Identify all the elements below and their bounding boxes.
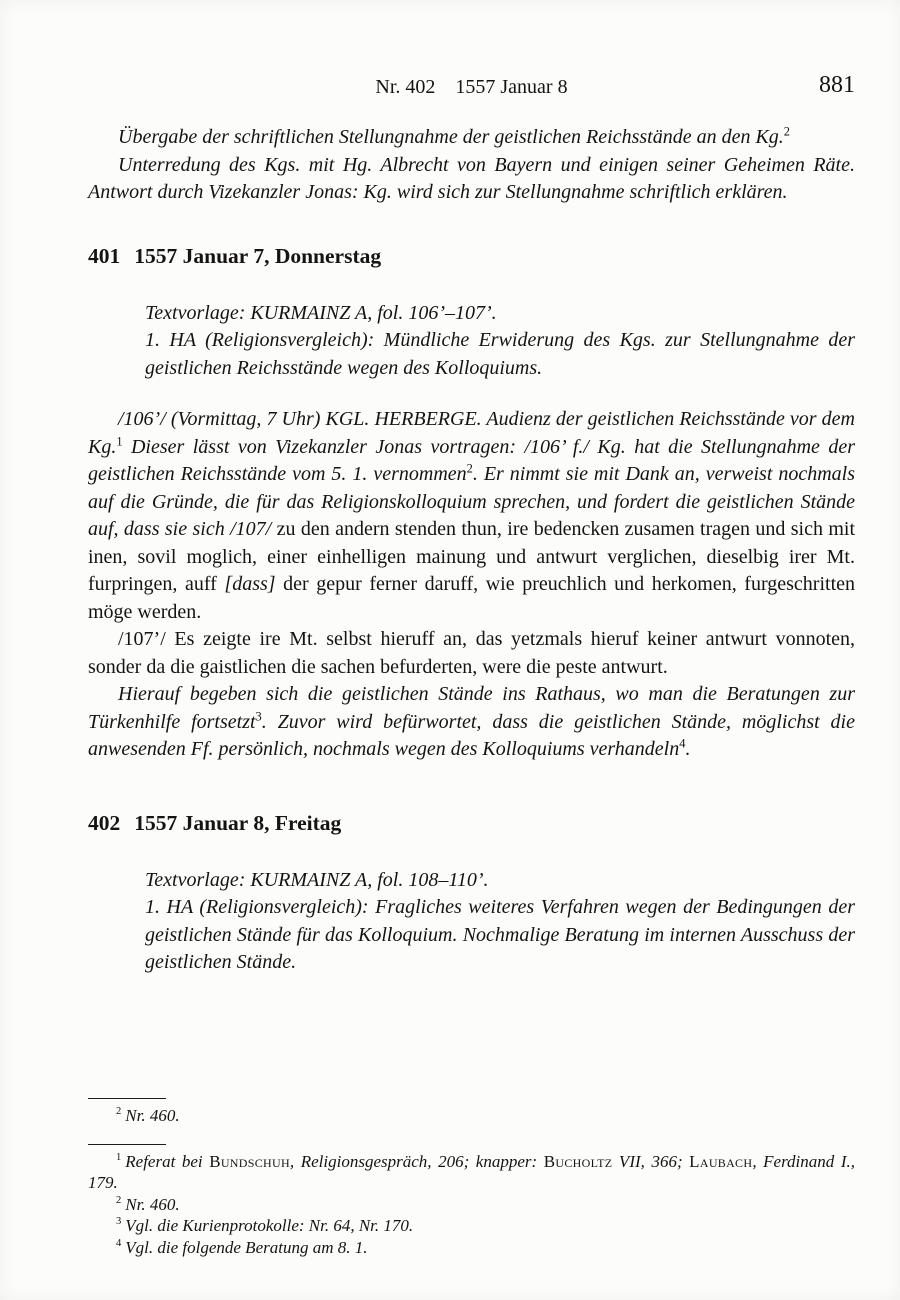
- intro-paragraph-2: Unterredung des Kgs. mit Hg. Albrecht von Bayern und einigen seiner Geheimen Räte. Antwort durch Vizekanzler Jonas: Kg. wird sich zur Stellungnahme schriftlich erklären.: [88, 153, 855, 203]
- body3-italic-c: .: [685, 738, 691, 760]
- footnote-1-author-bundschuh: Bundschuh: [209, 1151, 290, 1171]
- footnote-1-author-laubach: Laubach: [689, 1151, 753, 1171]
- footnote-4-text: Vgl. die folgende Beratung am 8. 1.: [125, 1237, 368, 1257]
- footnote-1-seg-c: VII, 366;: [612, 1151, 690, 1171]
- entry-402-number: 402: [88, 810, 121, 835]
- footnote-2: [88, 1194, 855, 1216]
- intro-paragraph-1-text: Übergabe der schriftlichen Stellungnahme der geistlichen Reichsstände an den Kg.: [118, 126, 784, 148]
- footnote-3: [88, 1215, 855, 1237]
- body3-italic-b: . Zuvor wird befürwortet, dass die geistlichen Stände, möglichst die anwesenden Ff. persönlich, nochmals wegen des Kolloquiums verhandeln: [88, 710, 855, 760]
- footnote-1: [88, 1151, 855, 1194]
- footnote-separator-main: [88, 1144, 166, 1145]
- footnote-separator-carryover: [88, 1098, 166, 1099]
- page-number: 881: [819, 72, 855, 98]
- running-header: [88, 74, 855, 104]
- footnote-carryover-text: Nr. 460.: [125, 1106, 180, 1125]
- entry-402-source-block: [145, 867, 855, 977]
- footnote-marker: 4: [116, 1237, 122, 1249]
- footnote-1-seg-a: Referat bei: [125, 1151, 210, 1171]
- footnote-carryover-2: [88, 1105, 855, 1127]
- entry-402-heading: [88, 810, 855, 837]
- footnote-ref-4: 4: [679, 736, 686, 751]
- footnote-ref-2: 2: [466, 461, 473, 476]
- body1-italic-c: . Er nimmt sie mit Dank an, verweist nochmals auf die Gründe, die für das Religionskolloquium sprechen, und fordert die geistlichen Stände auf, dass sie sich /107/: [88, 463, 855, 540]
- footnotes-area: [88, 1098, 855, 1258]
- footnote-marker: 1: [116, 1151, 122, 1163]
- entry-401-body-paragraph-1: [88, 406, 855, 626]
- footnote-3-text: Vgl. die Kurienprotokolle: Nr. 64, Nr. 170.: [125, 1216, 414, 1235]
- entry-402-date-title: 1557 Januar 8, Freitag: [134, 810, 342, 835]
- entry-401-number: 401: [88, 243, 121, 268]
- entry-401-summary: 1. HA (Religionsvergleich): Mündliche Erwiderung des Kgs. zur Stellungnahme der geistlichen Reichsstände wegen des Kolloquiums.: [145, 329, 855, 379]
- entry-401-source: Textvorlage: KURMAINZ A, fol. 106’–107’.: [145, 301, 497, 324]
- footnote-marker: 2: [116, 1106, 122, 1118]
- body3-italic-a: Hierauf begeben sich die geistlichen Stände ins Rathaus, wo man die Beratungen zur Türkenhilfe fortsetzt: [88, 683, 855, 733]
- body1-editorial-insert: [dass]: [224, 573, 276, 595]
- footnote-1-seg-d: , Ferdinand I., 179.: [88, 1151, 855, 1192]
- entry-401-body-paragraph-3: [88, 681, 855, 764]
- footnote-marker: 2: [116, 1194, 122, 1206]
- footnote-4: [88, 1237, 855, 1259]
- intro-paragraph-1: [88, 124, 855, 152]
- footnote-marker: 3: [116, 1216, 122, 1228]
- body1-roman-quote-d: zu den andern stenden thun, ire bedencken zusamen tragen und sich mit inen, sovil moglich, einer einhelligen mainung und antwurt verglichen, dieselbig irer Mt. furpringen, auff: [88, 518, 856, 595]
- body1-italic-b: Dieser lässt von Vizekanzler Jonas vortragen: /106’ f./ Kg. hat die Stellungnahme der geistlichen Reichsstände vom 5. 1. vernommen: [88, 435, 855, 485]
- entry-401-date-title: 1557 Januar 7, Donnerstag: [134, 243, 382, 268]
- body1-italic-a: /106’/ (Vormittag, 7 Uhr) KGL. HERBERGE. Audienz der geistlichen Reichsstände vor dem Kg.: [88, 408, 855, 458]
- running-title: Nr. 402 1557 Januar 8: [375, 76, 568, 98]
- entry-401-source-block: [145, 300, 855, 383]
- entry-402-source: Textvorlage: KURMAINZ A, fol. 108–110’.: [145, 868, 489, 891]
- footnote-2-text: Nr. 460.: [125, 1194, 180, 1214]
- footnote-ref-1: 1: [116, 433, 123, 448]
- entry-401-body-paragraph-2: /107’/ Es zeigte ire Mt. selbst hieruff an, das yetzmals hieruf keiner antwurt vonnoten, sonder da die gaistlichen die sachen befurderten, were die peste antwurt.: [88, 628, 855, 678]
- entry-402-summary: 1. HA (Religionsvergleich): Fragliches weiteres Verfahren wegen der Bedingungen der geistlichen Stände für das Kolloquium. Nochmalige Beratung im internen Ausschuss der geistlichen Stände.: [145, 896, 855, 973]
- body1-roman-quote-f: der gepur ferner daruff, wie preuchlich und herkomen, furgeschritten möge werden.: [88, 573, 855, 623]
- entry-401-heading: [88, 243, 855, 270]
- footnote-ref-2: 2: [783, 124, 790, 139]
- footnote-1-seg-b: , Religionsgespräch, 206; knapper:: [289, 1151, 544, 1171]
- footnote-1-author-bucholtz: Bucholtz: [543, 1151, 613, 1171]
- footnote-ref-3: 3: [255, 708, 262, 723]
